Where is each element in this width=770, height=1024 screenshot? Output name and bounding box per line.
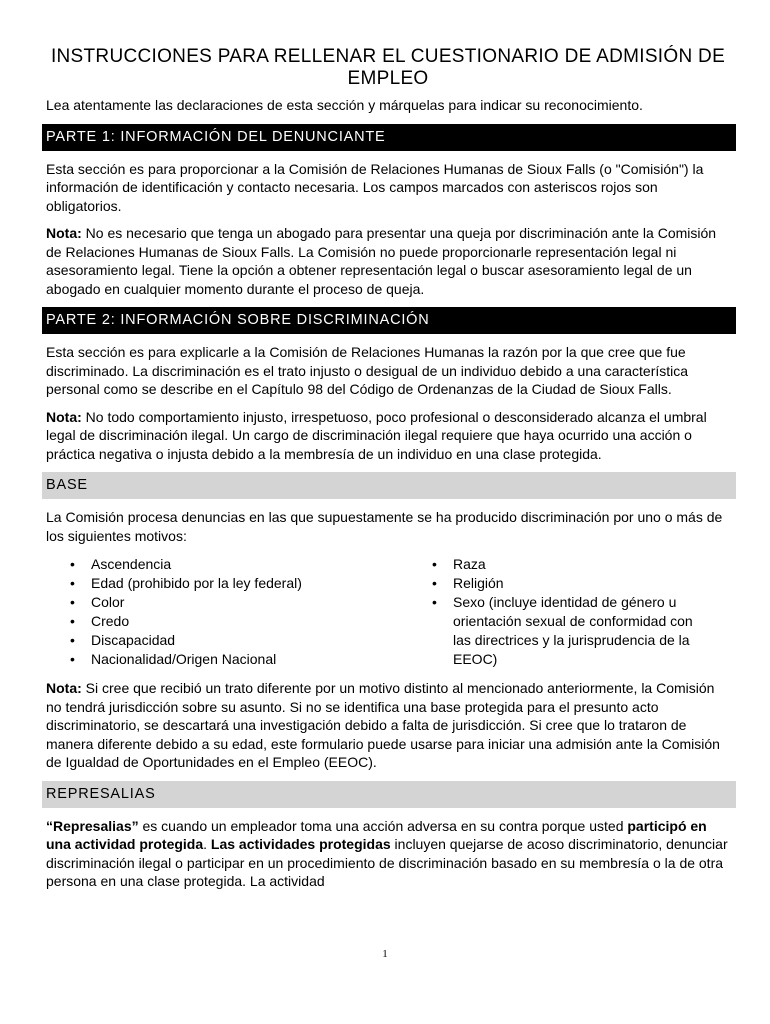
bases-left-column	[46, 555, 408, 669]
parte1-paragraph: Esta sección es para proporcionar a la Comisión de Relaciones Humanas de Sioux Falls (o "Comisión") la información de identificación y contacto necesaria. Los campos marcados con asteriscos rojos son obligatorios.	[46, 160, 704, 214]
section-heading-base: BASE	[42, 472, 736, 499]
section-heading-parte1: PARTE 1: INFORMACIÓN DEL DENUNCIANTE	[42, 124, 736, 151]
bold-segment: participó en una actividad protegida	[46, 817, 707, 852]
list-item: • Edad (prohibido por la ley federal)	[70, 574, 408, 593]
list-item: • Color	[70, 593, 408, 612]
bold-segment: Las actividades protegidas	[210, 836, 391, 852]
list-item: • Sexo (incluye identidad de género u orientación sexual de conformidad con las directrices y la jurisprudencia de la EEOC)	[432, 593, 708, 669]
text-segment: .	[203, 836, 211, 852]
page-title: INSTRUCCIONES PARA RELLENAR EL CUESTIONARIO DE ADMISIÓN DE EMPLEO	[50, 46, 726, 89]
note-label: Nota:	[46, 680, 82, 696]
text-segment: incluyen quejarse de acoso discriminatorio, denunciar discriminación ilegal o participar en un procedimiento de discriminación basado en su membresía o la de otra persona en una clase protegida. La actividad	[46, 836, 728, 889]
base-note	[46, 679, 730, 772]
note-label: Nota:	[46, 225, 82, 241]
base-paragraph: La Comisión procesa denuncias en las que supuestamente se ha producido discriminación por uno o más de los siguientes motivos:	[46, 509, 723, 544]
list-item: • Ascendencia	[70, 555, 408, 574]
section-heading-parte2: PARTE 2: INFORMACIÓN SOBRE DISCRIMINACIÓN	[42, 307, 736, 334]
section-heading-represalias: REPRESALIAS	[42, 781, 736, 808]
note-label: Nota:	[46, 408, 82, 425]
term-represalias: “Represalias”	[46, 817, 139, 834]
list-item: • Religión	[432, 574, 708, 593]
text-segment: es cuando un empleador toma una acción adversa en su contra porque usted	[138, 817, 628, 834]
parte2-note	[46, 408, 730, 464]
parte1-note	[46, 224, 730, 298]
intro-text: Lea atentamente las declaraciones de esta sección y márquelas para indicar su reconocimiento.	[46, 97, 643, 113]
note-text: Si cree que recibió un trato diferente por un motivo distinto al mencionado anteriormente, la Comisión no tendrá jurisdicción sobre su asunto. Si no se identifica una base protegida para el presunto acto discriminatorio, se descartará una investigación debido a falta de jurisdicción. Si cree que lo trataron de manera diferente debido a su edad, este formulario puede usarse para iniciar una admisión ante la Comisión de Igualdad de Oportunidades en el Empleo (EEOC).	[46, 680, 720, 770]
document-page	[46, 46, 730, 891]
list-item: • Credo	[70, 612, 408, 631]
list-item: • Nacionalidad/Origen Nacional	[70, 650, 408, 669]
bases-right-column	[408, 555, 708, 669]
protected-bases-list	[46, 555, 730, 669]
represalias-paragraph	[46, 817, 730, 891]
page-number: 1	[382, 948, 388, 960]
parte2-paragraph: Esta sección es para explicarle a la Comisión de Relaciones Humanas la razón por la que cree que fue discriminado. La discriminación es el trato injusto o desigual de un individuo debido a una característica personal como se describe en el Capítulo 98 del Código de Ordenanzas de la Ciudad de Sioux Falls.	[46, 344, 689, 397]
note-text: No todo comportamiento injusto, irrespetuoso, poco profesional o desconsiderado alcanza el umbral legal de discriminación ilegal. Un cargo de discriminación ilegal requiere que haya ocurrido una acción o práctica negativa o injusta debido a la membresía de un individuo en una clase protegida.	[46, 408, 707, 462]
note-text: No es necesario que tenga un abogado para presentar una queja por discriminación ante la Comisión de Relaciones Humanas de Sioux Falls. La Comisión no puede proporcionarle representación legal ni asesoramiento legal. Tiene la opción a obtener representación legal o buscar asesoramiento legal de un abogado en cualquier momento durante el proceso de queja.	[46, 225, 717, 297]
list-item: • Raza	[432, 555, 708, 574]
list-item: • Discapacidad	[70, 631, 408, 650]
